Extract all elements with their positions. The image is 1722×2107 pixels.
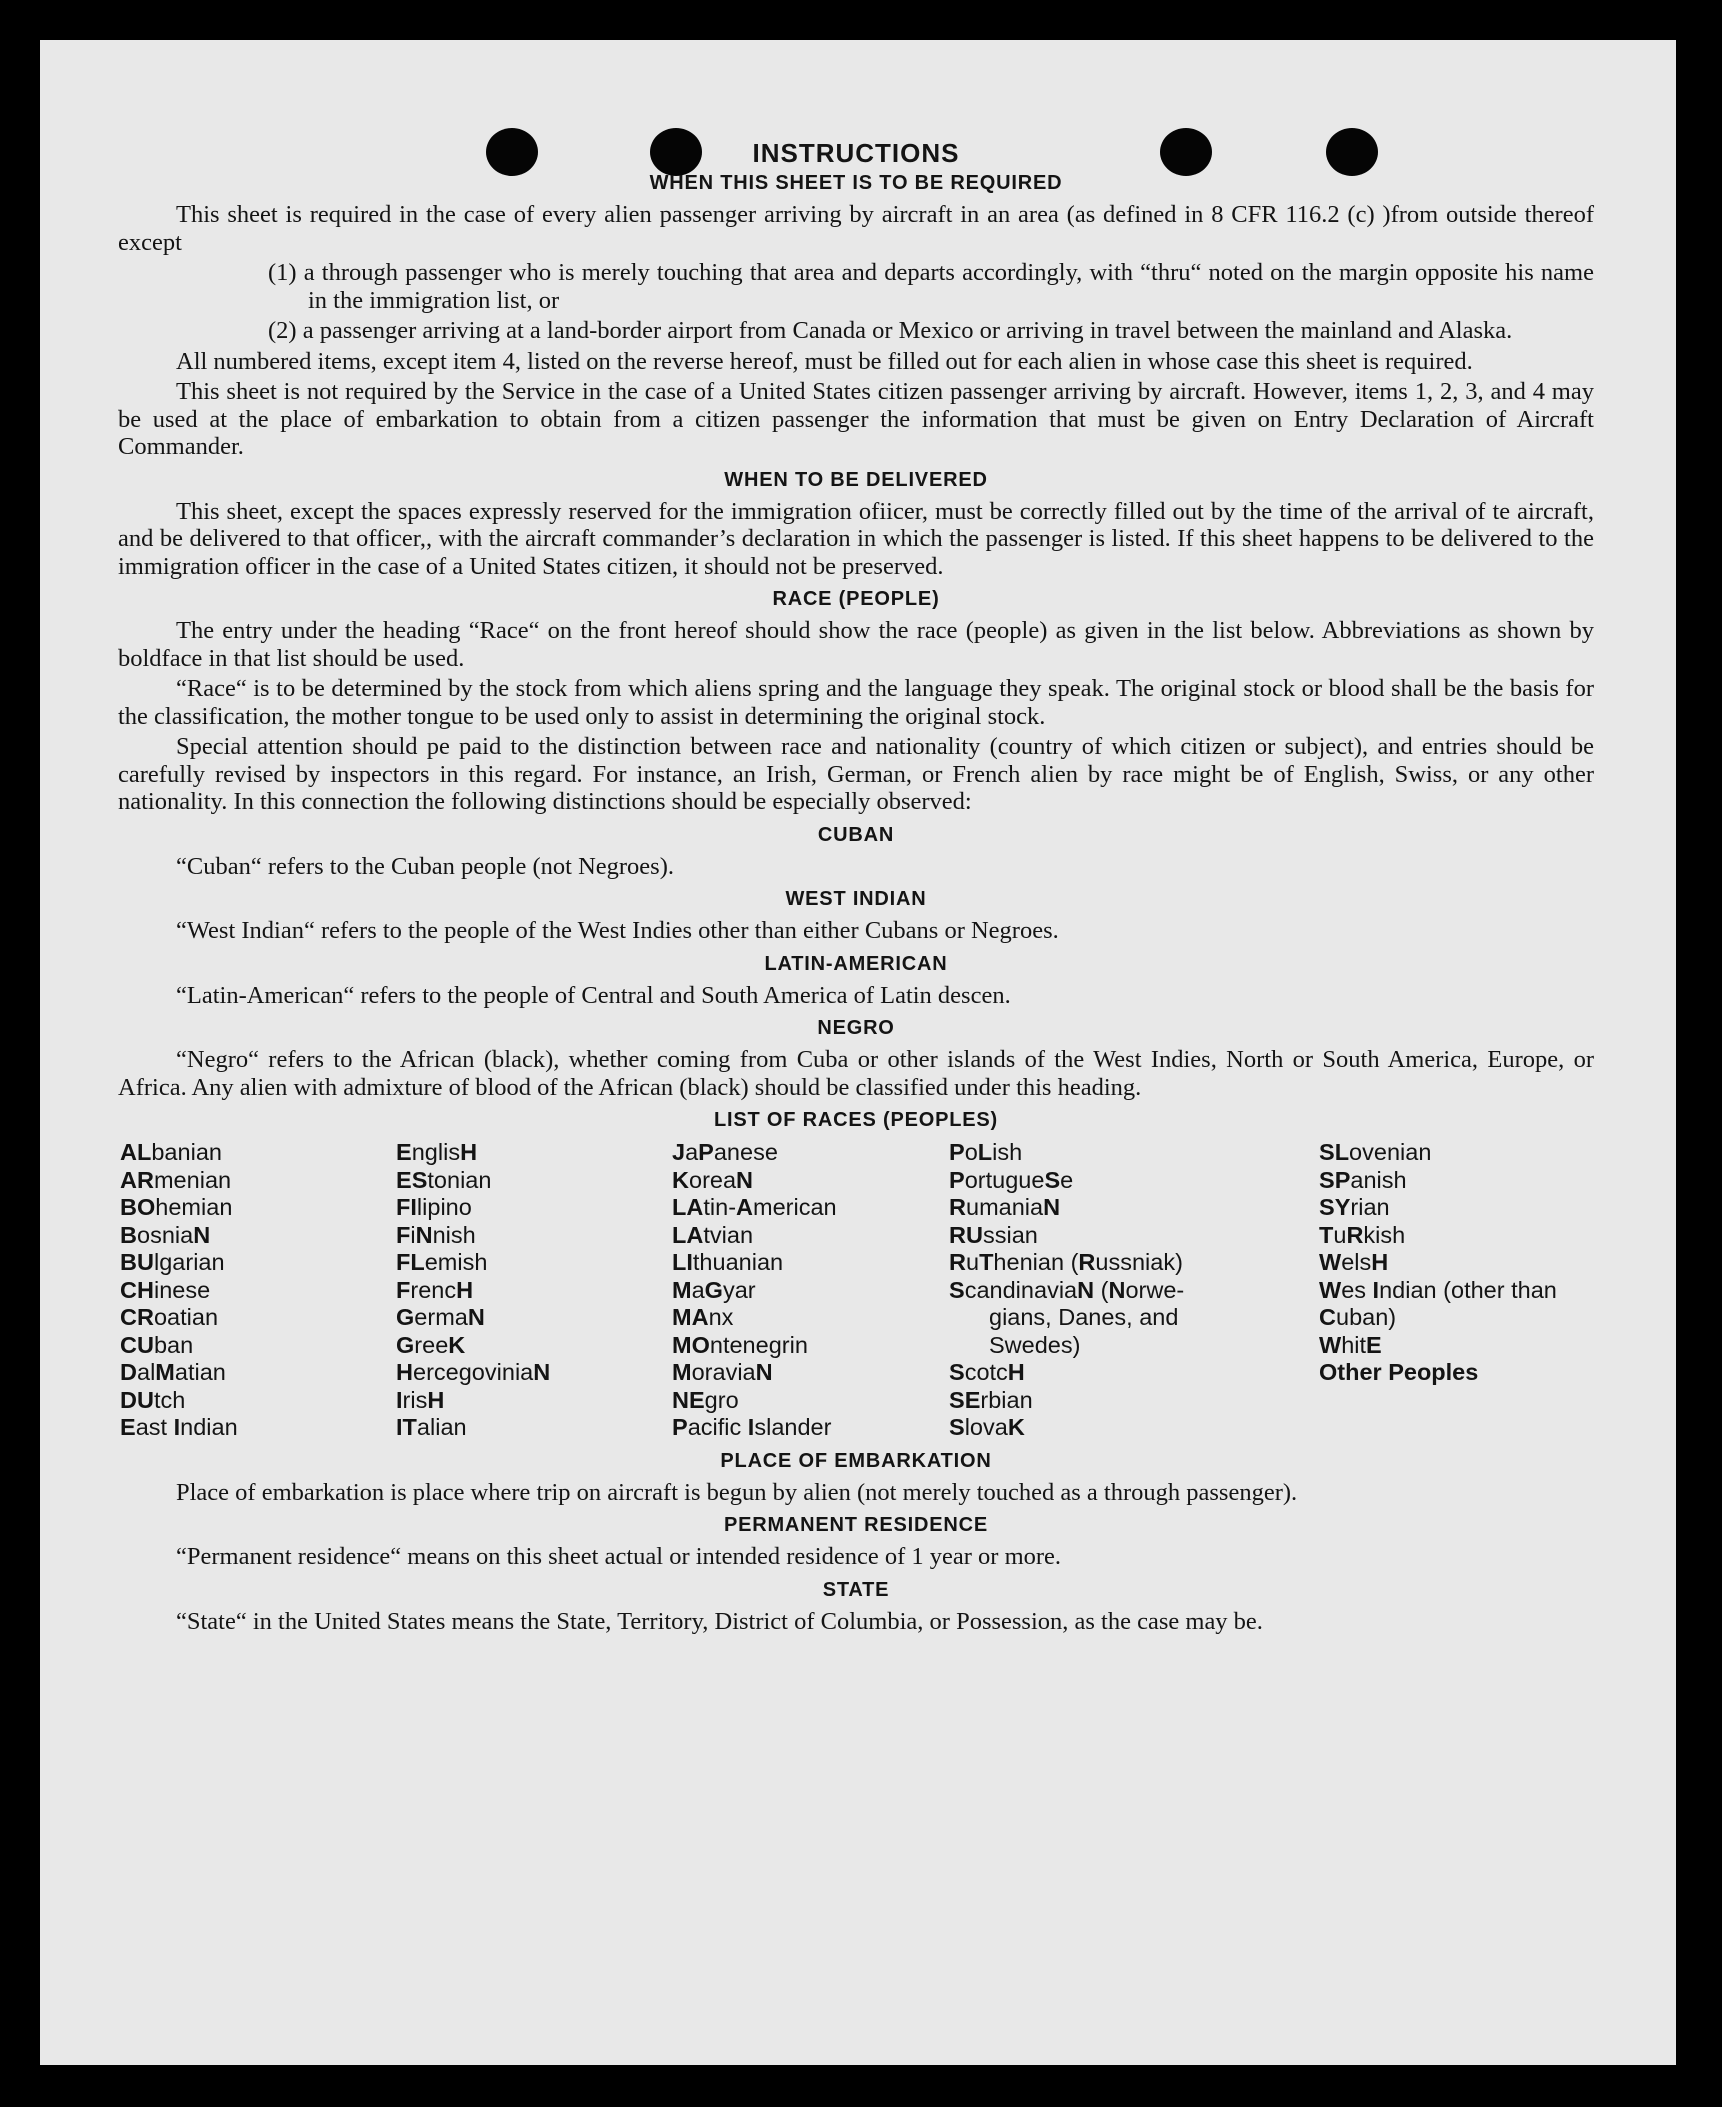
intro-paragraph: This sheet is required in the case of every alien passenger arriving by aircraft in an area (as defined in 8 CFR 116.2 (c) )from outside thereof except	[118, 201, 1594, 256]
race-entry-continuation: gians, Danes, and	[989, 1304, 1179, 1330]
race-column-1	[120, 1139, 396, 1442]
race-list	[120, 1139, 1594, 1442]
race-entry: WhitE	[1319, 1331, 1382, 1358]
race-entry: MaGyar	[672, 1276, 756, 1303]
race-entry: LIthuanian	[672, 1249, 784, 1275]
section-heading-west-indian: WEST INDIAN	[785, 888, 927, 910]
race-entry: ALbanian	[120, 1139, 222, 1165]
race-entry: DalMatian	[120, 1359, 226, 1385]
exception-item-2: (2) a passenger arriving at a land-border airport from Canada or Mexico or arriving in travel between the mainland and Alaska.	[268, 317, 1513, 344]
race-entry: WelsH	[1319, 1249, 1389, 1275]
section-heading-race: RACE (PEOPLE)	[772, 588, 940, 610]
race-entry-other-peoples: Other Peoples	[1319, 1359, 1479, 1385]
section-heading-cuban: CUBAN	[817, 823, 895, 846]
race-entry: SLovenian	[1319, 1139, 1432, 1165]
race-entry: KoreaN	[672, 1166, 754, 1193]
race-entry: IrisH	[396, 1386, 445, 1413]
section-heading-embarkation: PLACE OF EMBARKATION	[720, 1449, 992, 1472]
race-entry: SYrian	[1319, 1194, 1390, 1220]
instructions-body	[118, 138, 1594, 1638]
negro-definition: “Negro“ refers to the African (black), whether coming from Cuba or other islands of the West Indies, North or South America, Europe, or Africa. Any alien with admixture of blood of the African (black) should be classified under this heading.	[118, 1046, 1594, 1101]
race-paragraph: Special attention should pe paid to the distinction between race and nationality (country of which citizen or subject), and entries should be carefully revised by inspectors in this regard. For instance, an Irish, German, or French alien by race might be of English, Swiss, or any other nationality. In this connection the following distinctions should be especially observed:	[118, 733, 1594, 815]
race-entry: RUssian	[949, 1221, 1038, 1248]
race-entry-continuation: Swedes)	[989, 1331, 1081, 1358]
section-heading-negro: NEGRO	[817, 1017, 895, 1039]
delivered-paragraph: This sheet, except the spaces expressly reserved for the immigration ofiicer, must be correctly filled out by the time of the arrival of te aircraft, and be delivered to that officer,, with the aircraft commander’s declaration in which the passenger is listed. If this sheet happens to be delivered to the immigration officer in the case of a United States citizen, it should not be preserved.	[118, 497, 1594, 580]
race-column-3	[672, 1139, 949, 1442]
race-entry: MOntenegrin	[672, 1331, 808, 1358]
race-entry: NEgro	[672, 1386, 739, 1413]
page-title: INSTRUCTIONS	[752, 138, 960, 168]
race-column-5	[1319, 1139, 1594, 1442]
race-entry: FLemish	[396, 1249, 488, 1275]
race-entry: CHinese	[120, 1276, 211, 1303]
residence-definition: “Permanent residence“ means on this sheet actual or intended residence of 1 year or more.	[176, 1543, 1062, 1570]
section-heading-required: WHEN THIS SHEET IS TO BE REQUIRED	[649, 172, 1063, 194]
race-entry: ARmenian	[120, 1166, 232, 1193]
race-entry: Wes Indian (other than Cuban)	[1319, 1276, 1557, 1330]
latin-american-definition: “Latin-American“ refers to the people of Central and South America of Latin descen.	[176, 981, 1011, 1009]
race-entry: East Indian	[120, 1414, 238, 1440]
race-entry: GreeK	[396, 1331, 466, 1358]
west-indian-definition: “West Indian“ refers to the people of the West Indies other than either Cubans or Negroes.	[176, 917, 1059, 944]
race-entry: ITalian	[396, 1414, 467, 1440]
race-column-4	[949, 1139, 1319, 1442]
race-entry: FiNnish	[396, 1221, 476, 1248]
race-entry: FIlipino	[396, 1194, 472, 1220]
cuban-definition: “Cuban“ refers to the Cuban people (not Negroes).	[176, 852, 674, 880]
race-entry: BOhemian	[120, 1194, 233, 1220]
race-entry: RumaniaN	[949, 1194, 1061, 1220]
race-entry: CRoatian	[120, 1304, 219, 1330]
race-entry: SErbian	[949, 1386, 1033, 1413]
race-entry: RuThenian (Russniak)	[949, 1249, 1183, 1275]
race-entry: ScotcH	[949, 1359, 1025, 1385]
race-entry: BUlgarian	[120, 1249, 225, 1275]
race-entry: HercegoviniaN	[396, 1359, 551, 1385]
race-entry: CUban	[120, 1331, 194, 1358]
section-heading-residence: PERMANENT RESIDENCE	[723, 1514, 989, 1536]
race-column-2	[396, 1139, 672, 1442]
citizen-paragraph: This sheet is not required by the Service in the case of a United States citizen passenger arriving by aircraft. However, items 1, 2, 3, and 4 may be used at the place of embarkation to obtain from a citizen passenger the information that must be given on Entry Declaration of Aircraft Commander.	[118, 378, 1594, 460]
race-entry: MoraviaN	[672, 1359, 773, 1385]
race-entry: DUtch	[120, 1386, 186, 1413]
race-entry: GermaN	[396, 1304, 485, 1330]
race-paragraph: “Race“ is to be determined by the stock from which aliens spring and the language they speak. The original stock or blood shall be the basis for the classification, the mother tongue to be used only to assist in determining the original stock.	[118, 675, 1594, 730]
race-entry: MAnx	[672, 1304, 734, 1330]
race-entry: EnglisH	[396, 1139, 478, 1165]
race-entry: JaPanese	[672, 1139, 778, 1165]
section-heading-latin-american: LATIN-AMERICAN	[764, 952, 948, 975]
race-entry: LAtin-American	[672, 1194, 837, 1220]
race-entry: PoLish	[949, 1139, 1023, 1165]
document-page	[40, 40, 1676, 2065]
numbered-items-paragraph: All numbered items, except item 4, listed on the reverse hereof, must be filled out for each alien in whose case this sheet is required.	[176, 347, 1473, 375]
embarkation-definition: Place of embarkation is place where trip on aircraft is begun by alien (not merely touched as a through passenger).	[176, 1478, 1298, 1506]
section-heading-delivered: WHEN TO BE DELIVERED	[724, 468, 988, 491]
race-entry: LAtvian	[672, 1221, 754, 1248]
state-definition: “State“ in the United States means the State, Territory, District of Columbia, or Possession, as the case may be.	[176, 1607, 1263, 1635]
race-entry: Pacific Islander	[672, 1414, 832, 1440]
section-heading-list-of-races: LIST OF RACES (PEOPLES)	[714, 1109, 998, 1131]
section-heading-state: STATE	[822, 1578, 890, 1601]
race-entry: SPanish	[1319, 1166, 1407, 1193]
race-entry: BosniaN	[120, 1221, 211, 1248]
race-entry: ScandinaviaN (Norwe-	[949, 1276, 1185, 1303]
race-entry: FrencH	[396, 1276, 474, 1303]
race-paragraph: The entry under the heading “Race“ on the front hereof should show the race (people) as given in the list below. Abbreviations as shown by boldface in that list should be used.	[118, 617, 1594, 672]
race-entry: TuRkish	[1319, 1221, 1406, 1248]
race-entry: EStonian	[396, 1166, 492, 1193]
exception-item-1: (1) a through passenger who is merely touching that area and departs accordingly, with “thru“ noted on the margin opposite his name in the immigration list, or	[268, 259, 1594, 314]
race-entry: SlovaK	[949, 1414, 1025, 1440]
race-entry: PortugueSe	[949, 1166, 1074, 1193]
